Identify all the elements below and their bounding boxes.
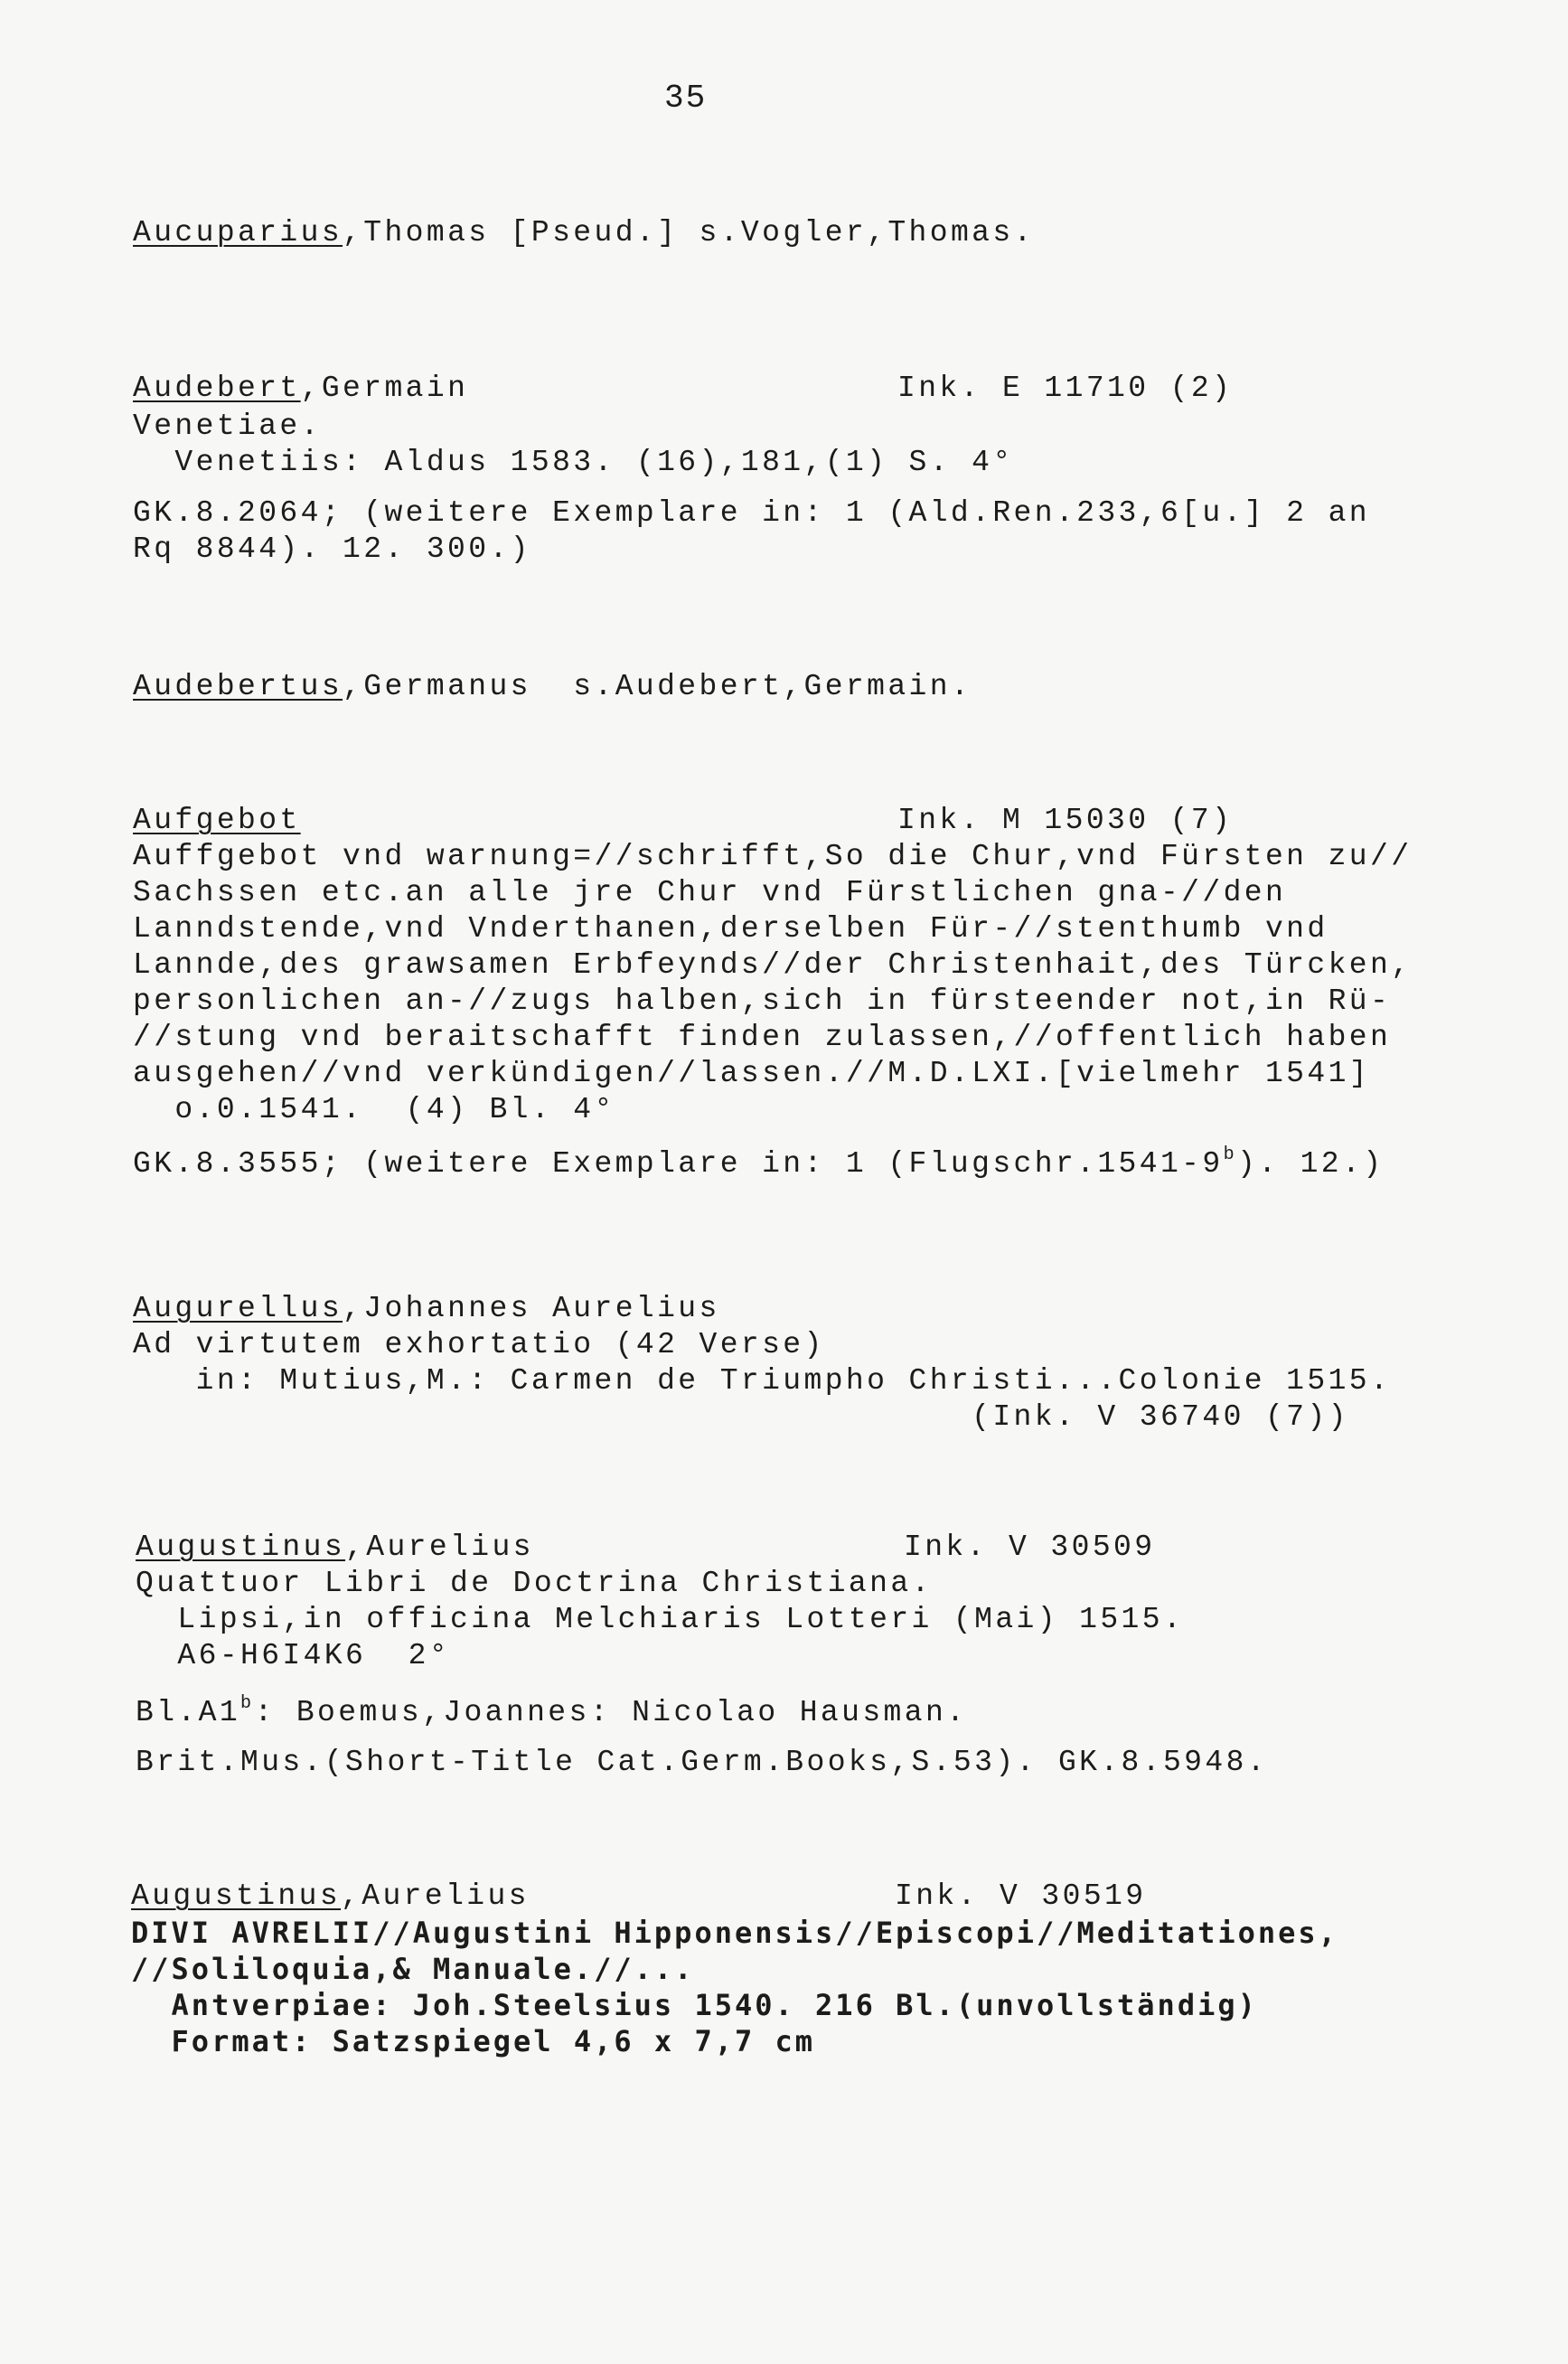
entry-line: o.0.1541. (4) Bl. 4° <box>133 1093 615 1126</box>
entry-heading-rest: ,Aurelius <box>341 1879 530 1913</box>
entry-line: Brit.Mus.(Short-Title Cat.Germ.Books,S.53). GK.8.5948. <box>136 1746 1268 1779</box>
entry-line: personlichen an-//zugs halben,sich in fürsteender not,in Rü- <box>133 984 1392 1018</box>
entry-first-line <box>131 1879 530 1915</box>
entry-heading-rest: ,Johannes Aurelius <box>343 1292 720 1325</box>
entry-heading: Audebert <box>133 372 301 405</box>
note-text-end: ). 12.) <box>1236 1147 1385 1181</box>
entry-heading: Augurellus <box>133 1292 343 1325</box>
entry-line: Lannde,des grawsamen Erbfeynds//der Christenhait,des Türcken, <box>133 948 1413 982</box>
note-superscript: b <box>240 1693 255 1714</box>
shelfmark: Ink. E 11710 (2) <box>897 372 1234 405</box>
entry-first-line <box>133 1291 720 1327</box>
entry-line: ausgehen//vnd verkündigen//lassen.//M.D.LXI.[vielmehr 1541] <box>133 1057 1370 1090</box>
entry-line: Auffgebot vnd warnung=//schrifft,So die Chur,vnd Fürsten zu// <box>133 840 1413 873</box>
entry-first-line <box>136 1530 534 1566</box>
entry-line: DIVI AVRELII//Augustini Hipponensis//Episcopi//Meditationes, <box>131 1916 1338 1950</box>
entry-line: Format: Satzspiegel 4,6 x 7,7 cm <box>131 2024 816 2058</box>
entry-line: in: Mutius,M.: Carmen de Triumpho Christi...Colonie 1515. <box>133 1364 1392 1398</box>
entry-heading-rest: ,Thomas [Pseud.] s.Vogler,Thomas. <box>343 216 1035 250</box>
page-number: 35 <box>664 80 708 117</box>
entry-first-line <box>133 669 972 705</box>
entry-heading: Augustinus <box>136 1530 346 1564</box>
entry-line: Ad virtutem exhortatio (42 Verse) <box>133 1328 825 1361</box>
entry-heading-rest: ,Germain <box>300 372 469 405</box>
entry-heading: Aucuparius <box>133 216 343 250</box>
note-text: GK.8.3555; (weitere Exemplare in: 1 (Flugschr.1541-9 <box>133 1147 1224 1181</box>
entry-heading: Augustinus <box>131 1879 342 1913</box>
entry-line: Sachssen etc.an alle jre Chur vnd Fürstlichen gna-//den <box>133 876 1287 909</box>
entry-line: (Ink. V 36740 (7)) <box>133 1400 1349 1434</box>
entry-heading: Audebertus <box>133 670 343 703</box>
entry-line: Quattuor Libri de Doctrina Christiana. <box>136 1567 933 1600</box>
entry-line: Venetiis: Aldus 1583. (16),181,(1) S. 4° <box>133 446 1014 479</box>
entry-first-line <box>133 371 468 407</box>
note-text: Bl.A1 <box>136 1696 241 1729</box>
entry-first-line <box>133 215 1035 251</box>
entry-line: Venetiae. <box>133 410 322 443</box>
entry-line: //Soliloquia,& Manuale.//... <box>131 1952 695 1986</box>
entry-note <box>136 1695 967 1731</box>
entry-line: Lanndstende,vnd Vnderthanen,derselben Für-//stenthumb vnd <box>133 912 1329 946</box>
entry-line: Lipsi,in officina Melchiaris Lotteri (Mai) 1515. <box>136 1603 1185 1636</box>
entry-line: Antverpiae: Joh.Steelsius 1540. 216 Bl.(unvollständig) <box>131 1988 1258 2022</box>
note-text-end: : Boemus,Joannes: Nicolao Hausman. <box>254 1696 968 1729</box>
shelfmark: Ink. V 30519 <box>895 1879 1147 1913</box>
entry-heading-rest: ,Germanus s.Audebert,Germain. <box>343 670 972 703</box>
entry-heading-rest: ,Aurelius <box>345 1530 534 1564</box>
entry-note <box>133 1146 1384 1182</box>
shelfmark: Ink. M 15030 (7) <box>897 804 1234 837</box>
note-superscript: b <box>1223 1144 1237 1165</box>
entry-line: GK.8.2064; (weitere Exemplare in: 1 (Ald.Ren.233,6[u.] 2 an <box>133 496 1370 530</box>
entry-line: A6-H6I4K6 2° <box>136 1639 451 1672</box>
entry-line: //stung vnd beraitschafft finden zulassen,//offentlich haben <box>133 1021 1392 1054</box>
shelfmark: Ink. V 30509 <box>904 1530 1156 1564</box>
entry-line: Rq 8844). 12. 300.) <box>133 532 531 566</box>
entry-heading: Aufgebot <box>133 804 301 837</box>
entry-first-line <box>133 803 301 839</box>
